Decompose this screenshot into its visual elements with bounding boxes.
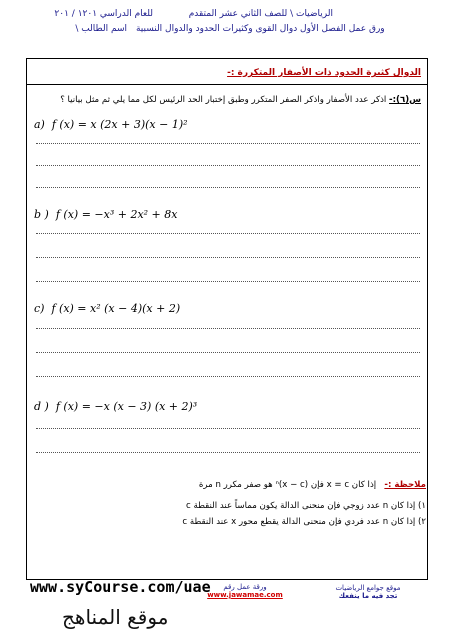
- problem-a: [34, 118, 188, 131]
- site-name: موقع جوامع الرياضيات: [335, 584, 401, 592]
- footer-worksheet-info: [200, 583, 290, 599]
- worksheet-title: ورق عمل الفصل الأول دوال القوى وكثيرات الحدود والدوال النسبية: [135, 24, 385, 34]
- question-number: س(٦):-: [389, 95, 421, 105]
- note-line-1: [199, 480, 426, 490]
- problem-b: [34, 208, 177, 221]
- subject-label: الرياضيات \ للصف الثاني عشر المتقدم: [188, 9, 333, 19]
- year-label: للعام الدراسي ١٢٠١ / ٢٠١: [54, 9, 153, 19]
- answer-line: [36, 233, 420, 234]
- watermark-text: موقع المناهج: [62, 605, 169, 629]
- note-rule: إذا كان x = c فإن (x − c)ⁿ هو صفر مكرر n مرة: [198, 480, 377, 490]
- footer-site-link[interactable]: www.syCourse.com/uae: [30, 578, 211, 596]
- question: [41, 95, 421, 105]
- note-line-3: ٢) إذا كان n عدد فردي فإن منحنى الدالة يقطع محور x عند النقطة c: [182, 517, 426, 527]
- jawamae-link[interactable]: www.jawamae.com: [207, 591, 283, 599]
- footer-brand: [313, 584, 423, 600]
- problem-c: [34, 302, 180, 315]
- note-label: ملاحظة :-: [384, 480, 426, 490]
- problem-label: b ): [34, 208, 49, 221]
- worksheet-title-row: [40, 24, 420, 34]
- answer-line: [36, 165, 420, 166]
- problem-label: a): [34, 118, 45, 131]
- answer-line: [36, 281, 420, 282]
- question-text: اذكر عدد الأصفار واذكر الصفر المتكرر وطبق إختبار الحد الرئيس لكل مما يلي ثم مثل بيانيا ؟: [60, 95, 387, 105]
- answer-line: [36, 187, 420, 188]
- answer-line: [36, 452, 420, 453]
- answer-line: [36, 328, 420, 329]
- slogan: تجد فيه ما ينفعك: [338, 592, 398, 600]
- problem-expression: f (x) = x (2x + 3)(x − 1)²: [51, 118, 188, 131]
- problem-d: [34, 400, 197, 413]
- answer-line: [36, 352, 420, 353]
- answer-line: [36, 143, 420, 144]
- student-name-label: اسم الطالب \: [75, 24, 128, 34]
- problem-expression: f (x) = −x³ + 2x² + 8x: [55, 208, 178, 221]
- problem-expression: f (x) = −x (x − 3) (x + 2)³: [55, 400, 198, 413]
- answer-line: [36, 376, 420, 377]
- divider: [26, 84, 428, 85]
- worksheet-by-label: ورقة عمل رقم: [223, 583, 267, 591]
- answer-line: [36, 428, 420, 429]
- section-title: الدوال كثيرة الحدود ذات الأصفار المتكررة :-: [227, 68, 421, 78]
- problem-label: d ): [34, 400, 49, 413]
- answer-line: [36, 257, 420, 258]
- note-line-2: ١) إذا كان n عدد زوجي فإن منحنى الدالة يكون مماساً عند النقطة c: [186, 501, 426, 511]
- problem-expression: f (x) = x² (x − 4)(x + 2): [51, 302, 181, 315]
- problem-label: c): [34, 302, 45, 315]
